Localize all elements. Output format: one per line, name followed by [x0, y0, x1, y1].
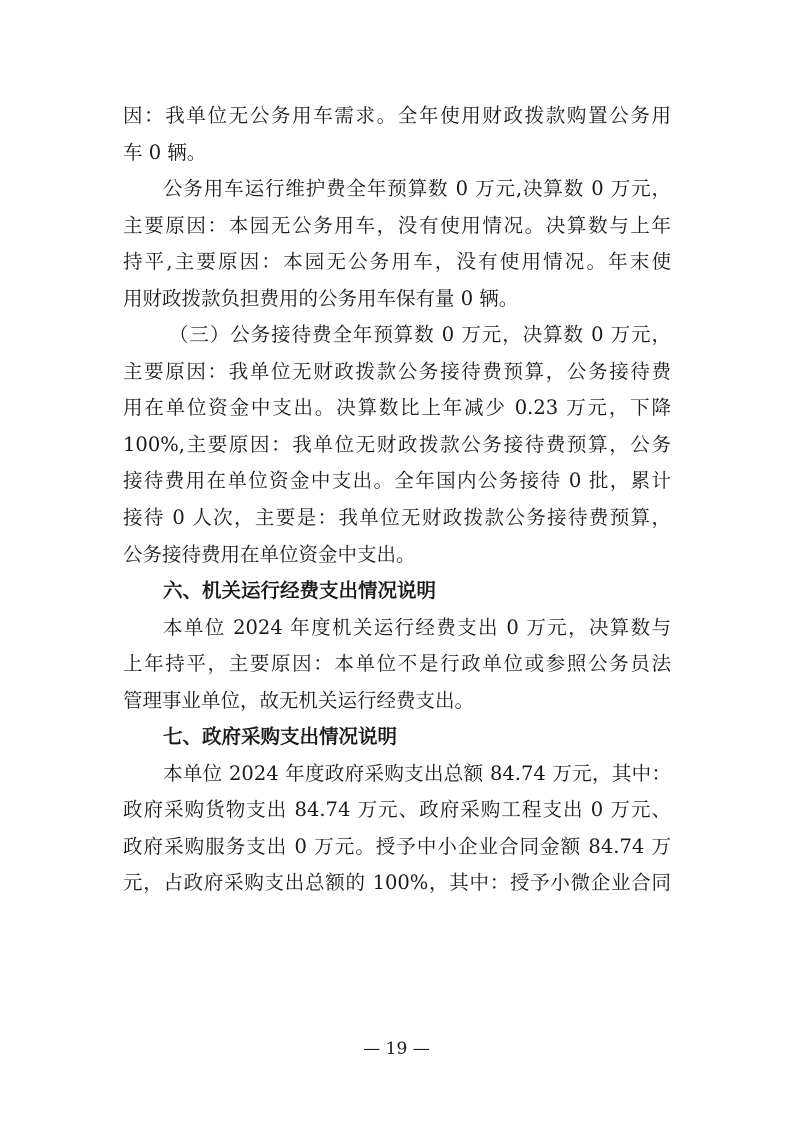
paragraph-line: 接待 0 人次，主要是：我单位无财政拨款公务接待费预算， [123, 506, 671, 530]
paragraph-line: 本单位 2024 年度政府采购支出总额 84.74 万元，其中： [163, 761, 671, 785]
paragraph-line: 用财政拨款负担费用的公务用车保有量 0 辆。 [123, 286, 519, 310]
paragraph-line: 本单位 2024 年度机关运行经费支出 0 万元，决算数与 [163, 615, 671, 639]
paragraph-line: 车 0 辆。 [123, 140, 207, 164]
paragraph-line: 持平,主要原因：本园无公务用车，没有使用情况。年末使 [123, 250, 671, 274]
paragraph-line: 100%,主要原因：我单位无财政拨款公务接待费预算，公务 [123, 432, 671, 456]
paragraph-line: 上年持平，主要原因：本单位不是行政单位或参照公务员法 [123, 652, 671, 676]
paragraph-line: 公务接待费用在单位资金中支出。 [123, 542, 416, 566]
paragraph-line: 政府采购货物支出 84.74 万元、政府采购工程支出 0 万元、 [123, 798, 671, 822]
paragraph-line: 因：我单位无公务用车需求。全年使用财政拨款购置公务用 [123, 104, 671, 127]
paragraph-line: （三）公务接待费全年预算数 0 万元，决算数 0 万元， [169, 323, 671, 347]
page-number: — 19 — [363, 1039, 430, 1059]
section-heading-seven: 七、政府采购支出情况说明 [163, 725, 398, 749]
section-heading-six: 六、机关运行经费支出情况说明 [163, 579, 437, 603]
paragraph-line: 接待费用在单位资金中支出。全年国内公务接待 0 批，累计 [123, 469, 671, 493]
body-text [123, 98, 671, 902]
paragraph-line: 政府采购服务支出 0 万元。授予中小企业合同金额 84.74 万 [123, 834, 671, 858]
paragraph-line: 公务用车运行维护费全年预算数 0 万元,决算数 0 万元， [163, 177, 671, 201]
paragraph-line: 用在单位资金中支出。决算数比上年减少 0.23 万元，下降 [123, 396, 671, 420]
paragraph-line: 主要原因：本园无公务用车，没有使用情况。决算数与上年 [123, 213, 671, 237]
paragraph-line: 元，占政府采购支出总额的 100%，其中：授予小微企业合同 [123, 871, 671, 895]
paragraph-line: 主要原因：我单位无财政拨款公务接待费预算，公务接待费 [123, 359, 671, 383]
paragraph-line: 管理事业单位，故无机关运行经费支出。 [123, 688, 475, 712]
